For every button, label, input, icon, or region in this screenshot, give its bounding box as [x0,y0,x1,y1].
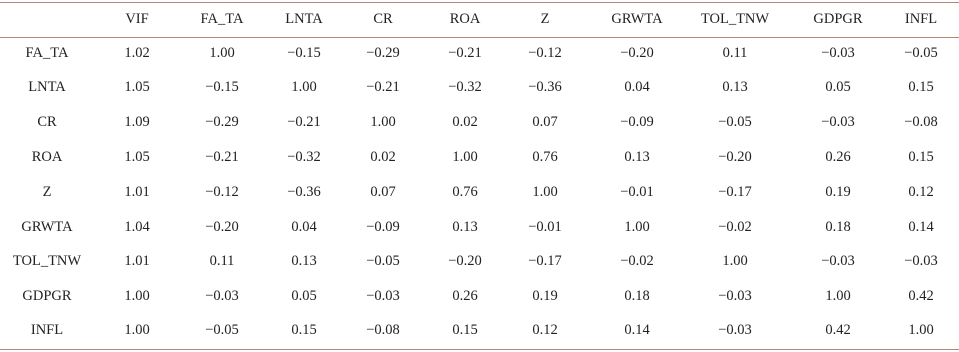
table-cell: 0.04 [291,219,317,235]
table-cell: −0.36 [287,184,321,200]
table-cell: 0.14 [908,219,934,235]
table-cell: 0.02 [452,114,478,130]
column-header: VIF [125,11,149,27]
table-cell: −0.03 [718,322,752,338]
table-cell: 0.12 [908,184,934,200]
table-cell: −0.01 [528,219,562,235]
table-cell: 1.04 [124,219,150,235]
table-cell: −0.09 [366,219,400,235]
table-cell: 1.00 [209,45,235,61]
table-cell: −0.21 [287,114,321,130]
table-cell: 0.02 [370,149,396,165]
table-cell: −0.17 [718,184,752,200]
table-cell: 0.26 [452,288,478,304]
table-cell: −0.20 [448,253,482,269]
table-cell: 1.01 [124,253,150,269]
column-header: ROA [449,11,481,27]
table-cell: −0.03 [821,45,855,61]
table-cell: −0.05 [205,322,239,338]
table-cell: −0.05 [366,253,400,269]
column-header: FA_TA [200,11,244,27]
table-cell: 0.19 [825,184,851,200]
table-cell: 1.02 [124,45,150,61]
table-cell: 0.13 [452,219,478,235]
table-cell: −0.15 [287,45,321,61]
table-cell: 1.00 [532,184,558,200]
column-header: GRWTA [611,11,663,27]
table-cell: 0.07 [370,184,396,200]
table-cell: 0.13 [624,149,650,165]
table-cell: −0.21 [205,149,239,165]
table-cell: 0.13 [291,253,317,269]
table-cell: −0.21 [448,45,482,61]
table-cell: 0.11 [209,253,235,269]
table-cell: 0.04 [624,79,650,95]
table-cell: −0.32 [448,79,482,95]
table-cell: −0.21 [366,79,400,95]
table-cell: 0.76 [532,149,558,165]
table-cell: 1.00 [624,219,650,235]
table-cell: −0.12 [528,45,562,61]
table-cell: −0.05 [718,114,752,130]
table-cell: 0.15 [291,322,317,338]
table-cell: −0.03 [366,288,400,304]
row-header: FA_TA [25,45,69,61]
row-header: LNTA [28,79,66,95]
row-header: INFL [30,322,64,338]
table-cell: 1.00 [825,288,851,304]
table-cell: −0.08 [366,322,400,338]
table-cell: −0.02 [718,219,752,235]
row-header: TOL_TNW [12,253,82,269]
table-cell: −0.20 [718,149,752,165]
column-header: GDPGR [813,11,863,27]
table-cell: 0.18 [825,219,851,235]
table-cell: 0.42 [908,288,934,304]
row-header: GDPGR [22,288,72,304]
table-cell: 0.12 [532,322,558,338]
table-cell: −0.20 [620,45,654,61]
column-header: CR [373,11,393,27]
table-cell: −0.36 [528,79,562,95]
table-cell: 0.05 [291,288,317,304]
table-cell: 1.00 [124,288,150,304]
table-cell: 1.00 [370,114,396,130]
column-header: TOL_TNW [700,11,770,27]
table-cell: 0.11 [722,45,748,61]
table-cell: −0.20 [205,219,239,235]
row-header: CR [37,114,57,130]
table-cell: −0.17 [528,253,562,269]
table-cell: −0.12 [205,184,239,200]
table-cell: −0.03 [205,288,239,304]
column-header: LNTA [285,11,323,27]
table-bottom-rule [0,349,959,350]
table-cell: 1.09 [124,114,150,130]
row-header: Z [42,184,52,200]
table-cell: −0.03 [821,114,855,130]
table-cell: 1.00 [722,253,748,269]
table-cell: 0.14 [624,322,650,338]
table-cell: −0.03 [821,253,855,269]
table-cell: 1.00 [452,149,478,165]
row-header: GRWTA [21,219,73,235]
table-cell: 0.18 [624,288,650,304]
table-cell: −0.29 [366,45,400,61]
table-cell: −0.09 [620,114,654,130]
table-cell: 1.05 [124,149,150,165]
table-cell: 0.26 [825,149,851,165]
table-cell: 0.15 [908,149,934,165]
table-cell: 0.19 [532,288,558,304]
table-cell: 0.05 [825,79,851,95]
table-cell: 0.76 [452,184,478,200]
row-header: ROA [31,149,63,165]
table-cell: 0.07 [532,114,558,130]
table-cell: 0.15 [452,322,478,338]
table-cell: 1.05 [124,79,150,95]
table-cell: 1.00 [291,79,317,95]
table-cell: 1.01 [124,184,150,200]
table-cell: −0.08 [904,114,938,130]
table-cell: −0.03 [904,253,938,269]
table-cell: −0.29 [205,114,239,130]
column-header: Z [540,11,550,27]
table-cell: −0.03 [718,288,752,304]
table-cell: 1.00 [908,322,934,338]
table-cell: −0.01 [620,184,654,200]
table-cell: −0.32 [287,149,321,165]
column-header: INFL [904,11,938,27]
table-header-rule [0,37,959,38]
table-cell: 0.15 [908,79,934,95]
table-cell: −0.05 [904,45,938,61]
table-cell: −0.15 [205,79,239,95]
table-top-rule [0,2,959,3]
table-cell: 0.42 [825,322,851,338]
table-cell: 0.13 [722,79,748,95]
table-cell: 1.00 [124,322,150,338]
table-cell: −0.02 [620,253,654,269]
